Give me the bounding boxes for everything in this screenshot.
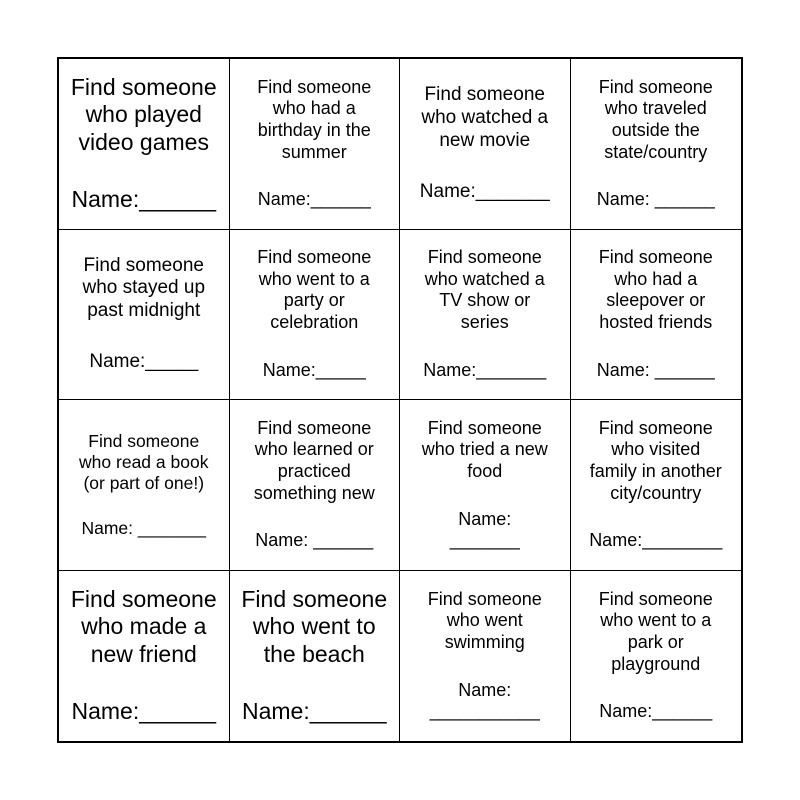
cell-prompt: Find someone who learned or practiced something new xyxy=(253,417,375,503)
bingo-cell[interactable] xyxy=(59,59,230,230)
cell-name-line: Name:________ xyxy=(589,530,723,551)
bingo-cell[interactable] xyxy=(59,400,230,571)
bingo-cell[interactable] xyxy=(400,571,571,742)
cell-prompt: Find someone who went to the beach xyxy=(241,585,388,667)
cell-name-line: Name: _______ xyxy=(449,508,520,551)
cell-name-line: Name: ______ xyxy=(596,189,715,210)
cell-name-line: Name:______ xyxy=(599,701,713,722)
bingo-cell[interactable] xyxy=(230,59,401,230)
cell-name-line: Name:______ xyxy=(71,186,216,213)
bingo-cell[interactable] xyxy=(571,59,742,230)
bingo-board xyxy=(57,57,743,743)
bingo-cell[interactable] xyxy=(230,230,401,401)
cell-prompt: Find someone who went to a park or playground xyxy=(598,588,713,674)
cell-name-line: Name: ___________ xyxy=(429,679,540,722)
cell-prompt: Find someone who made a new friend xyxy=(70,585,217,667)
cell-name-line: Name:______ xyxy=(242,698,387,725)
bingo-cell[interactable] xyxy=(400,400,571,571)
cell-prompt: Find someone who visited family in another city/country xyxy=(589,417,722,503)
bingo-cell[interactable] xyxy=(400,59,571,230)
cell-name-line: Name: _______ xyxy=(81,517,207,538)
cell-name-line: Name:_______ xyxy=(423,359,547,380)
cell-prompt: Find someone who had a sleepover or hosted friends xyxy=(598,247,713,333)
bingo-cell[interactable] xyxy=(400,230,571,401)
bingo-cell[interactable] xyxy=(571,230,742,401)
cell-name-line: Name:______ xyxy=(71,698,216,725)
cell-prompt: Find someone who read a book (or part of one!) xyxy=(79,430,209,493)
bingo-cell[interactable] xyxy=(571,571,742,742)
cell-prompt: Find someone who had a birthday in the summer xyxy=(257,76,372,162)
cell-name-line: Name:______ xyxy=(257,189,371,210)
bingo-cell[interactable] xyxy=(230,571,401,742)
bingo-cell[interactable] xyxy=(59,571,230,742)
cell-prompt: Find someone who stayed up past midnight xyxy=(82,254,206,322)
cell-name-line: Name:_____ xyxy=(89,351,199,373)
cell-prompt: Find someone who traveled outside the state/country xyxy=(598,76,713,162)
bingo-cell[interactable] xyxy=(230,400,401,571)
cell-prompt: Find someone who played video games xyxy=(70,73,217,155)
cell-prompt: Find someone who went to a party or celebration xyxy=(257,247,372,333)
bingo-cell[interactable] xyxy=(59,230,230,401)
cell-name-line: Name: ______ xyxy=(255,530,374,551)
cell-prompt: Find someone who watched a TV show or series xyxy=(424,247,545,333)
cell-prompt: Find someone who went swimming xyxy=(427,588,542,652)
cell-prompt: Find someone who tried a new food xyxy=(421,417,548,481)
bingo-cell[interactable] xyxy=(571,400,742,571)
cell-name-line: Name: ______ xyxy=(596,359,715,380)
cell-name-line: Name:_______ xyxy=(419,180,550,202)
cell-prompt: Find someone who watched a new movie xyxy=(421,84,549,151)
cell-name-line: Name:_____ xyxy=(262,359,366,380)
